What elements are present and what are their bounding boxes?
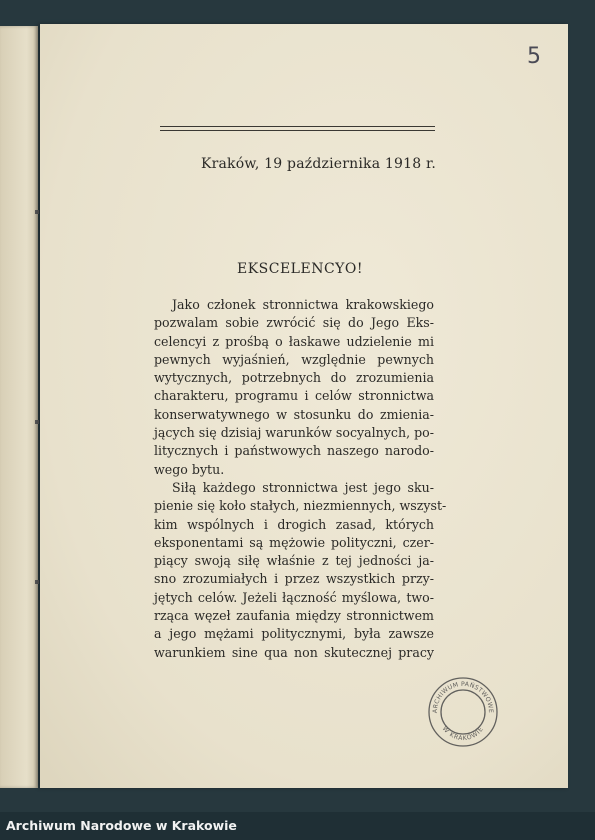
letter-body (154, 296, 447, 662)
binding-mark (35, 580, 39, 584)
text-line: konserwatywnego w stosunku do zmienia- (154, 406, 434, 422)
text-line: sno zrozumiałych i przez wszystkich przy- (154, 571, 434, 587)
paragraph-1 (154, 296, 434, 479)
header-rule-bottom (160, 130, 435, 131)
text-line: charakteru, programu i celów stronnictwa (154, 388, 434, 404)
text-line: jących się dzisiaj warunków socyalnych, po- (154, 425, 434, 441)
binding-mark (35, 420, 39, 424)
text-line: pozwalam sobie zwrócić się do Jego Eks- (154, 315, 434, 331)
facing-page-edge (0, 26, 38, 788)
text-line: Jako członek stronnictwa krakowskiego (172, 297, 434, 312)
archive-name: Archiwum Narodowe w Krakowie (6, 818, 237, 833)
text-line: jętych celów. Jeżeli łączność myślowa, two- (154, 589, 434, 605)
page-number: 5 (527, 44, 541, 69)
text-line: a jego mężami politycznymi, była zawsze (154, 626, 434, 642)
binding-mark (35, 210, 39, 214)
text-line: celencyi z prośbą o łaskawe udzielenie mi (154, 333, 434, 349)
text-line: wytycznych, potrzebnych do zrozumienia (154, 370, 434, 386)
text-line: Siłą każdego stronnictwa jest jego sku- (172, 479, 434, 495)
text-line: pewnych wyjaśnień, względnie pewnych (154, 351, 434, 367)
text-line: kim wspólnych i drogich zasad, których (154, 516, 434, 532)
archive-stamp (427, 676, 499, 748)
stamp-top-text: ARCHIWUM PAŃSTWOWE (431, 680, 495, 714)
text-line: pienie się koło stałych, niezmiennych, wszyst- (154, 498, 447, 514)
text-line: litycznych i państwowych naszego narodo- (154, 443, 434, 459)
stamp-bottom-text: W KRAKOWIE (440, 725, 486, 743)
header-rule-top (160, 126, 435, 127)
paragraph-2 (154, 479, 447, 662)
dateline: Kraków, 19 października 1918 r. (200, 156, 436, 172)
document-page (40, 24, 568, 788)
text-line: piący swoją siłę właśnie z tej jedności ja- (154, 553, 434, 569)
archive-footer (0, 812, 595, 840)
text-line: eksponentami są mężowie polityczni, czer- (154, 534, 434, 550)
salutation: EKSCELENCYO! (236, 261, 364, 277)
text-line: warunkiem sine qua non skutecznej pracy (154, 644, 434, 660)
text-line: wego bytu. (154, 461, 225, 477)
text-line: rząca węzeł zaufania między stronnictwem (154, 608, 434, 624)
